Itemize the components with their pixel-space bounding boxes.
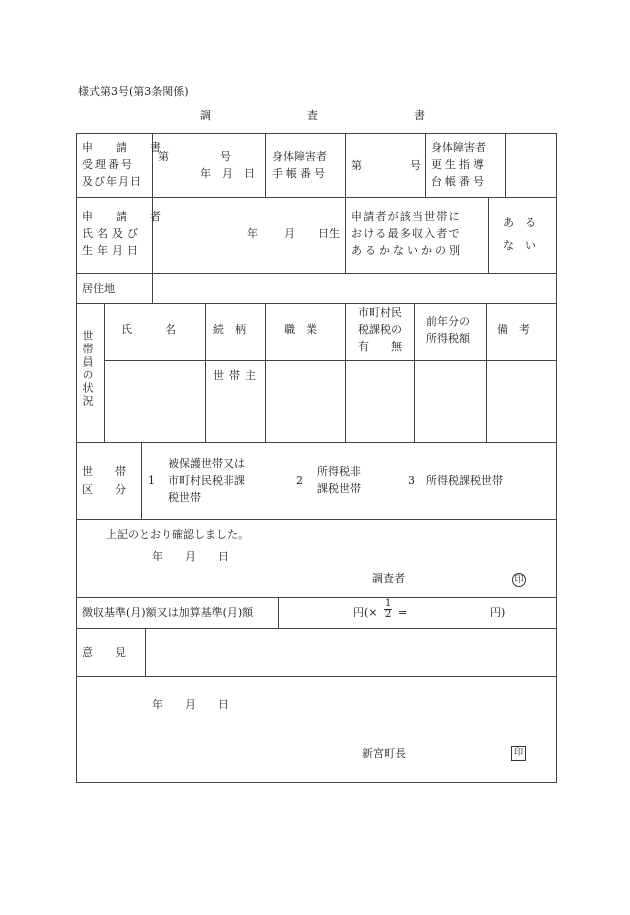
receipt-date: 年 月 日: [200, 167, 255, 180]
rule: [486, 303, 487, 442]
rule: [76, 442, 557, 443]
rule: [76, 628, 557, 629]
question-line-2: おける最多収入者で: [351, 227, 461, 240]
standard-yen: 円(×: [353, 606, 378, 619]
form-table: [76, 133, 557, 783]
rule: [104, 303, 105, 442]
head-of-household: 世帯主: [213, 369, 261, 382]
standard-fraction: [384, 599, 392, 620]
birth-day: 日生: [318, 227, 340, 240]
receipt-label-1: 申 請 書: [82, 141, 167, 154]
investigator-label: 調査者: [372, 572, 405, 585]
birth-year: 年: [247, 227, 258, 240]
division-opt1-line1: 被保護世帯又は: [168, 457, 245, 470]
rule: [76, 676, 557, 677]
division-opt2-line2: 課税世帯: [317, 482, 361, 495]
rule: [76, 303, 557, 304]
rule: [414, 303, 415, 442]
rule: [205, 303, 206, 442]
rule: [265, 133, 266, 197]
header-prevtax-2: 所得税額: [426, 332, 470, 345]
rehab-label-3: 台帳番号: [431, 175, 487, 188]
answer-yes: あ る: [503, 216, 536, 229]
title-char-3: 書: [414, 109, 425, 122]
handbook-label-2: 手帳番号: [272, 167, 328, 180]
applicant-label-2: 氏名及び: [82, 227, 142, 240]
question-line-1: 申請者が該当世帯に: [351, 210, 461, 223]
standard-label: 徴収基準(月)額又は加算基準(月)額: [82, 606, 254, 619]
division-opt1-num: 1: [148, 474, 155, 487]
title-char-1: 調: [200, 109, 211, 122]
standard-yen-close: 円): [490, 606, 506, 619]
rule: [76, 597, 557, 598]
header-tax-3: 有 無: [358, 340, 402, 353]
confirm-text: 上記のとおり確認しました。: [106, 528, 249, 541]
household-side-label: 世帯員の状況: [81, 330, 94, 408]
opinion-date: 年 月 日: [152, 698, 229, 711]
title-char-2: 査: [307, 109, 318, 122]
header-tax-2: 税課税の: [358, 323, 402, 336]
header-job: 職 業: [284, 323, 317, 336]
division-opt2-num: 2: [296, 474, 303, 487]
receipt-number-prefix: 第: [158, 150, 169, 163]
rule: [76, 519, 557, 520]
header-relation: 続 柄: [213, 323, 246, 336]
rule: [488, 197, 489, 273]
receipt-label-3: 及び年月日: [82, 175, 142, 188]
applicant-label-3: 生年月日: [82, 244, 142, 257]
applicant-label-1: 申 請 者: [82, 210, 167, 223]
address-label: 居住地: [82, 282, 115, 295]
division-label-top: 世 帯: [82, 465, 126, 478]
mayor-seal-icon: 印: [511, 746, 526, 761]
rehab-label-2: 更生指導: [431, 158, 487, 171]
header-tax-1: 市町村民: [358, 306, 402, 319]
rehab-label-1: 身体障害者: [431, 141, 486, 154]
handbook-prefix: 第: [351, 159, 362, 172]
header-name: 氏 名: [121, 323, 176, 336]
rule: [345, 197, 346, 273]
fraction-numerator: 1: [385, 598, 392, 609]
standard-equals: =: [398, 606, 408, 619]
header-prevtax-1: 前年分の: [426, 315, 470, 328]
rule: [505, 133, 506, 197]
handbook-label-1: 身体障害者: [272, 150, 327, 163]
rule: [104, 360, 557, 361]
investigator-seal-icon: 印: [512, 573, 526, 587]
answer-no: な い: [503, 239, 536, 252]
division-label-bottom: 区 分: [82, 483, 126, 496]
rule: [141, 442, 142, 519]
question-line-3: あるかないかの別: [351, 244, 463, 257]
division-opt3-num: 3: [408, 474, 415, 487]
rule: [265, 303, 266, 442]
header-note: 備 考: [497, 323, 530, 336]
birth-month: 月: [284, 227, 295, 240]
rule: [76, 273, 557, 274]
rule: [152, 273, 153, 303]
receipt-label-2: 受理番号: [82, 158, 134, 171]
fraction-denominator: 2: [385, 609, 392, 620]
rule: [345, 303, 346, 442]
receipt-number-suffix: 号: [220, 150, 231, 163]
handbook-suffix: 号: [410, 159, 421, 172]
rule: [278, 597, 279, 628]
form-number: 様式第3号(第3条関係): [78, 85, 189, 98]
rule: [425, 133, 426, 197]
rule: [145, 628, 146, 676]
rule: [76, 197, 557, 198]
mayor-label: 新宮町長: [362, 747, 406, 760]
rule: [345, 133, 346, 197]
division-opt1-line2: 市町村民税非課: [168, 474, 245, 487]
division-opt2-line1: 所得税非: [317, 465, 361, 478]
division-opt3-text: 所得税課税世帯: [426, 474, 503, 487]
division-opt1-line3: 税世帯: [168, 491, 201, 504]
confirm-date: 年 月 日: [152, 550, 229, 563]
opinion-label: 意 見: [82, 646, 126, 659]
